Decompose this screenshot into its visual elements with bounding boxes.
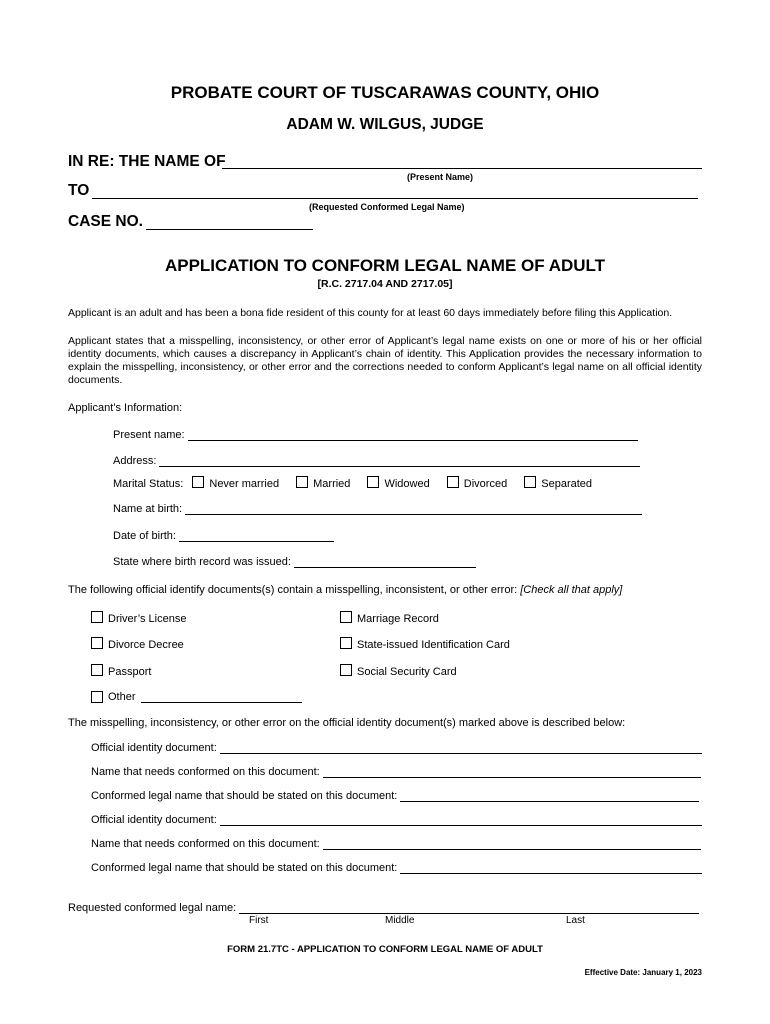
errors-intro: The misspelling, inconsistency, or other error on the official identity document(s) marked above is described below: — [68, 717, 626, 729]
official-document-label: Official identity document: — [91, 814, 217, 826]
doc-drivers-license[interactable]: Driver’s License — [91, 611, 186, 625]
case-no-line[interactable] — [146, 229, 313, 230]
first-name-hint: First — [249, 915, 269, 926]
present-name-line[interactable] — [222, 168, 702, 169]
marital-status-row — [113, 476, 606, 490]
to-label: TO — [68, 182, 90, 199]
doc-other-checkbox[interactable] — [91, 691, 103, 703]
doc-divorce-decree[interactable]: Divorce Decree — [91, 637, 184, 651]
birth-record-state-field[interactable] — [294, 557, 476, 568]
official-document-field[interactable] — [220, 815, 702, 826]
checkbox[interactable] — [340, 664, 352, 676]
last-name-hint: Last — [566, 915, 585, 926]
doc-marriage-record[interactable]: Marriage Record — [340, 611, 439, 625]
judge-name: ADAM W. WILGUS, JUDGE — [286, 116, 484, 133]
name-to-conform-label: Name that needs conformed on this document: — [91, 766, 320, 778]
checkbox[interactable] — [91, 637, 103, 649]
doc-social-security-card[interactable]: Social Security Card — [340, 664, 457, 678]
checkbox[interactable] — [91, 611, 103, 623]
middle-name-hint: Middle — [385, 915, 415, 926]
marital-option-separated[interactable]: Separated — [524, 476, 592, 490]
error-row-5 — [91, 838, 701, 850]
date-of-birth-field[interactable] — [179, 531, 334, 542]
marital-option-never-married[interactable]: Never married — [192, 476, 279, 490]
in-re-label: IN RE: THE NAME OF — [68, 153, 226, 170]
conformed-name-label: Conformed legal name that should be stated on this document: — [91, 862, 398, 874]
marital-option-widowed[interactable]: Widowed — [367, 476, 429, 490]
marital-status-label: Marital Status: — [113, 478, 184, 490]
marital-option-divorced[interactable]: Divorced — [447, 476, 507, 490]
conformed-name-field[interactable] — [400, 791, 699, 802]
name-at-birth-row — [113, 503, 642, 515]
address-field[interactable] — [159, 456, 640, 467]
present-name-field[interactable] — [188, 430, 638, 441]
name-at-birth-field[interactable] — [185, 504, 642, 515]
court-title: PROBATE COURT OF TUSCARAWAS COUNTY, OHIO — [170, 83, 600, 102]
requested-name-hint: (Requested Conformed Legal Name) — [309, 202, 465, 212]
doc-other-row — [91, 691, 302, 703]
residency-paragraph: Applicant is an adult and has been a bona fide resident of this county for at least 60 days immediately before filing this Application. — [68, 307, 673, 319]
address-label: Address: — [113, 455, 157, 467]
name-to-conform-field[interactable] — [323, 767, 701, 778]
doc-passport[interactable]: Passport — [91, 664, 151, 678]
statute-reference: [R.C. 2717.04 AND 2717.05] — [317, 278, 453, 290]
doc-other-label: Other — [108, 691, 136, 703]
doc-state-id-card[interactable]: State-issued Identification Card — [340, 637, 510, 651]
present-name-hint: (Present Name) — [407, 172, 474, 182]
applicant-info-heading: Applicant’s Information: — [68, 402, 183, 414]
statement-paragraph: Applicant states that a misspelling, inconsistency, or other error of Applicant’s legal name exists on one or more of his or her official identity documents, which causes a discrepancy in Applicant’s chain of identity. This Application provides the necessary information to explain the misspelling, inconsistency, or other error and the corrections needed to conform Applicant’s legal name on all official identity documents. — [68, 335, 702, 386]
date-of-birth-label: Date of birth: — [113, 530, 176, 542]
checkbox[interactable] — [192, 476, 204, 488]
present-name-row — [113, 429, 638, 441]
marital-option-married[interactable]: Married — [296, 476, 350, 490]
case-no-label: CASE NO. — [68, 213, 143, 230]
requested-name-label: Requested conformed legal name: — [68, 902, 237, 914]
checkbox[interactable] — [340, 611, 352, 623]
official-document-field[interactable] — [220, 743, 702, 754]
error-row-6 — [91, 862, 702, 874]
date-of-birth-row — [113, 530, 334, 542]
error-row-2 — [91, 766, 701, 778]
name-to-conform-label: Name that needs conformed on this document: — [91, 838, 320, 850]
error-row-3 — [91, 790, 699, 802]
official-document-label: Official identity document: — [91, 742, 217, 754]
effective-date: Effective Date: January 1, 2023 — [584, 968, 702, 977]
form-footer-title: FORM 21.7TC - APPLICATION TO CONFORM LEGAL NAME OF ADULT — [227, 944, 543, 955]
conformed-name-field[interactable] — [400, 863, 702, 874]
checkbox[interactable] — [91, 664, 103, 676]
error-row-4 — [91, 814, 702, 826]
requested-name-field[interactable] — [239, 903, 699, 914]
checkbox[interactable] — [367, 476, 379, 488]
address-row — [113, 455, 640, 467]
checkbox[interactable] — [340, 637, 352, 649]
checkbox[interactable] — [447, 476, 459, 488]
name-to-conform-field[interactable] — [323, 839, 701, 850]
birth-record-state-label: State where birth record was issued: — [113, 556, 291, 568]
form-title: APPLICATION TO CONFORM LEGAL NAME OF ADULT — [164, 256, 606, 275]
checkbox[interactable] — [524, 476, 536, 488]
documents-intro: The following official identify documents(s) contain a misspelling, inconsistent, or other error: [Check all that apply] — [68, 584, 623, 596]
birth-record-state-row — [113, 556, 476, 568]
doc-other-field[interactable] — [141, 692, 302, 703]
requested-name-line[interactable] — [92, 198, 698, 199]
documents-intro-instruction: [Check all that apply] — [520, 584, 623, 596]
requested-name-row — [68, 902, 699, 914]
present-name-label: Present name: — [113, 429, 185, 441]
checkbox[interactable] — [296, 476, 308, 488]
name-at-birth-label: Name at birth: — [113, 503, 183, 515]
error-row-1 — [91, 742, 702, 754]
conformed-name-label: Conformed legal name that should be stated on this document: — [91, 790, 398, 802]
